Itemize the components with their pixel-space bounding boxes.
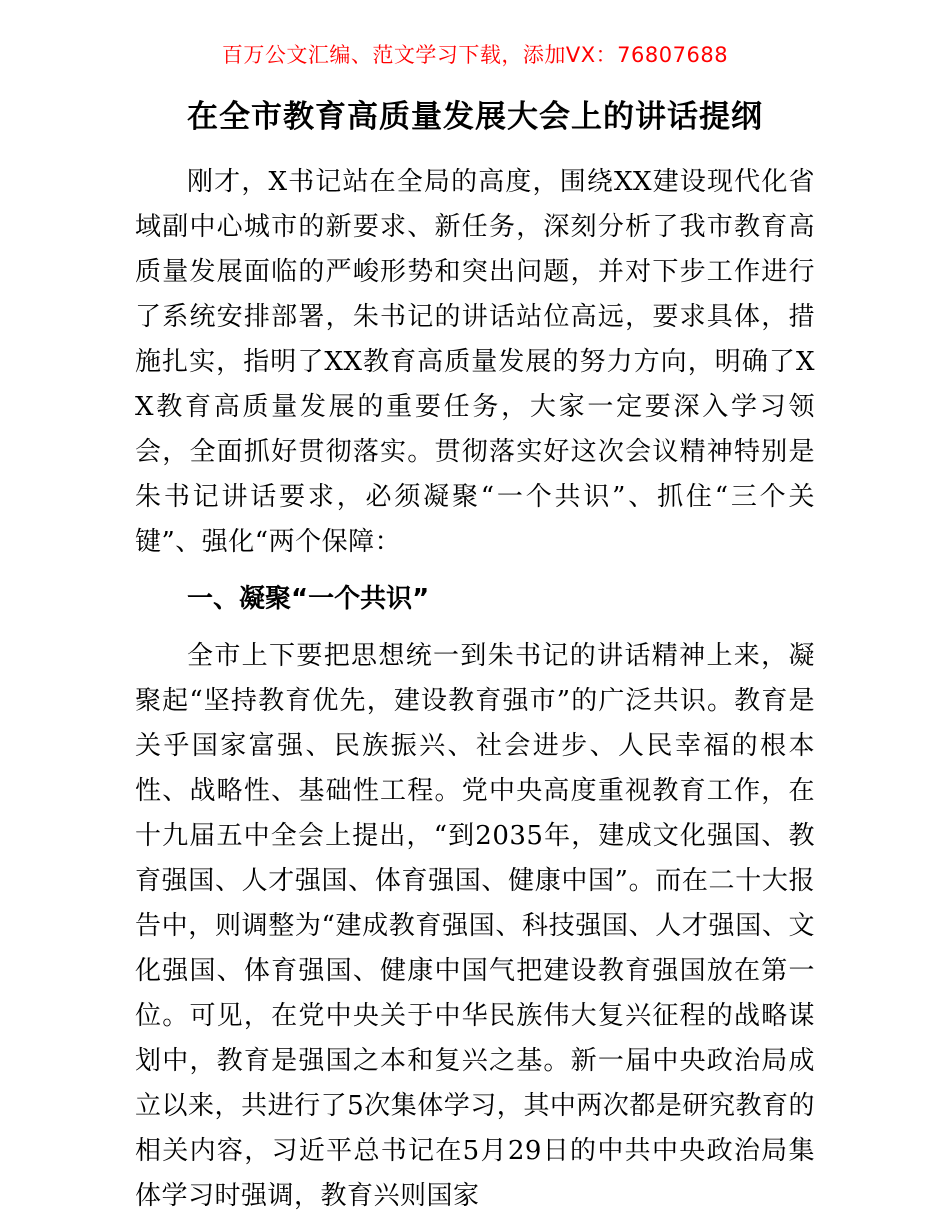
section-heading-one: 一、凝聚“一个共识” — [187, 584, 430, 614]
watermark-text: 百万公文汇编、范文学习下载，添加VX：76807688 — [221, 43, 729, 67]
paragraph-section-one-body: 全市上下要把思想统一到朱书记的讲话精神上来，凝聚起“坚持教育优先，建设教育强市”的广泛共识。教育是关乎国家富强、民族振兴、社会进步、人民幸福的根本性、战略性、基础性工程。党中央高度重视教育工作，在十九届五中全会上提出，“到2035年，建成文化强国、教育强国、人才强国、体育强国、健康中国”。而在二十大报告中，则调整为“建成教育强国、科技强国、人才强国、文化强国、体育强国、健康中国气把建设教育强国放在第一位。可见，在党中央关于中华民族伟大复兴征程的战略谋划中，教育是强国之本和复兴之基。新一届中央政治局成立以来，共进行了5次集体学习，其中两次都是研究教育的相关内容，习近平总书记在5月29日的中共中央政治局集体学习时强调，教育兴则国家 — [135, 641, 815, 1211]
paragraph-intro: 刚才，X书记站在全局的高度，围绕XX建设现代化省域副中心城市的新要求、新任务，深刻分析了我市教育高质量发展面临的严峻形势和突出问题，并对下步工作进行了系统安排部署，朱书记的讲话站位高远，要求具体，措施扎实，指明了XX教育高质量发展的努力方向，明确了XX教育高质量发展的重要任务，大家一定要深入学习领会，全面抓好贯彻落实。贯彻落实好这次会议精神特别是朱书记讲话要求，必须凝聚“一个共识”、抓住“三个关键”、强化“两个保障： — [135, 167, 815, 557]
document-title: 在全市教育高质量发展大会上的讲话提纲 — [187, 99, 763, 135]
